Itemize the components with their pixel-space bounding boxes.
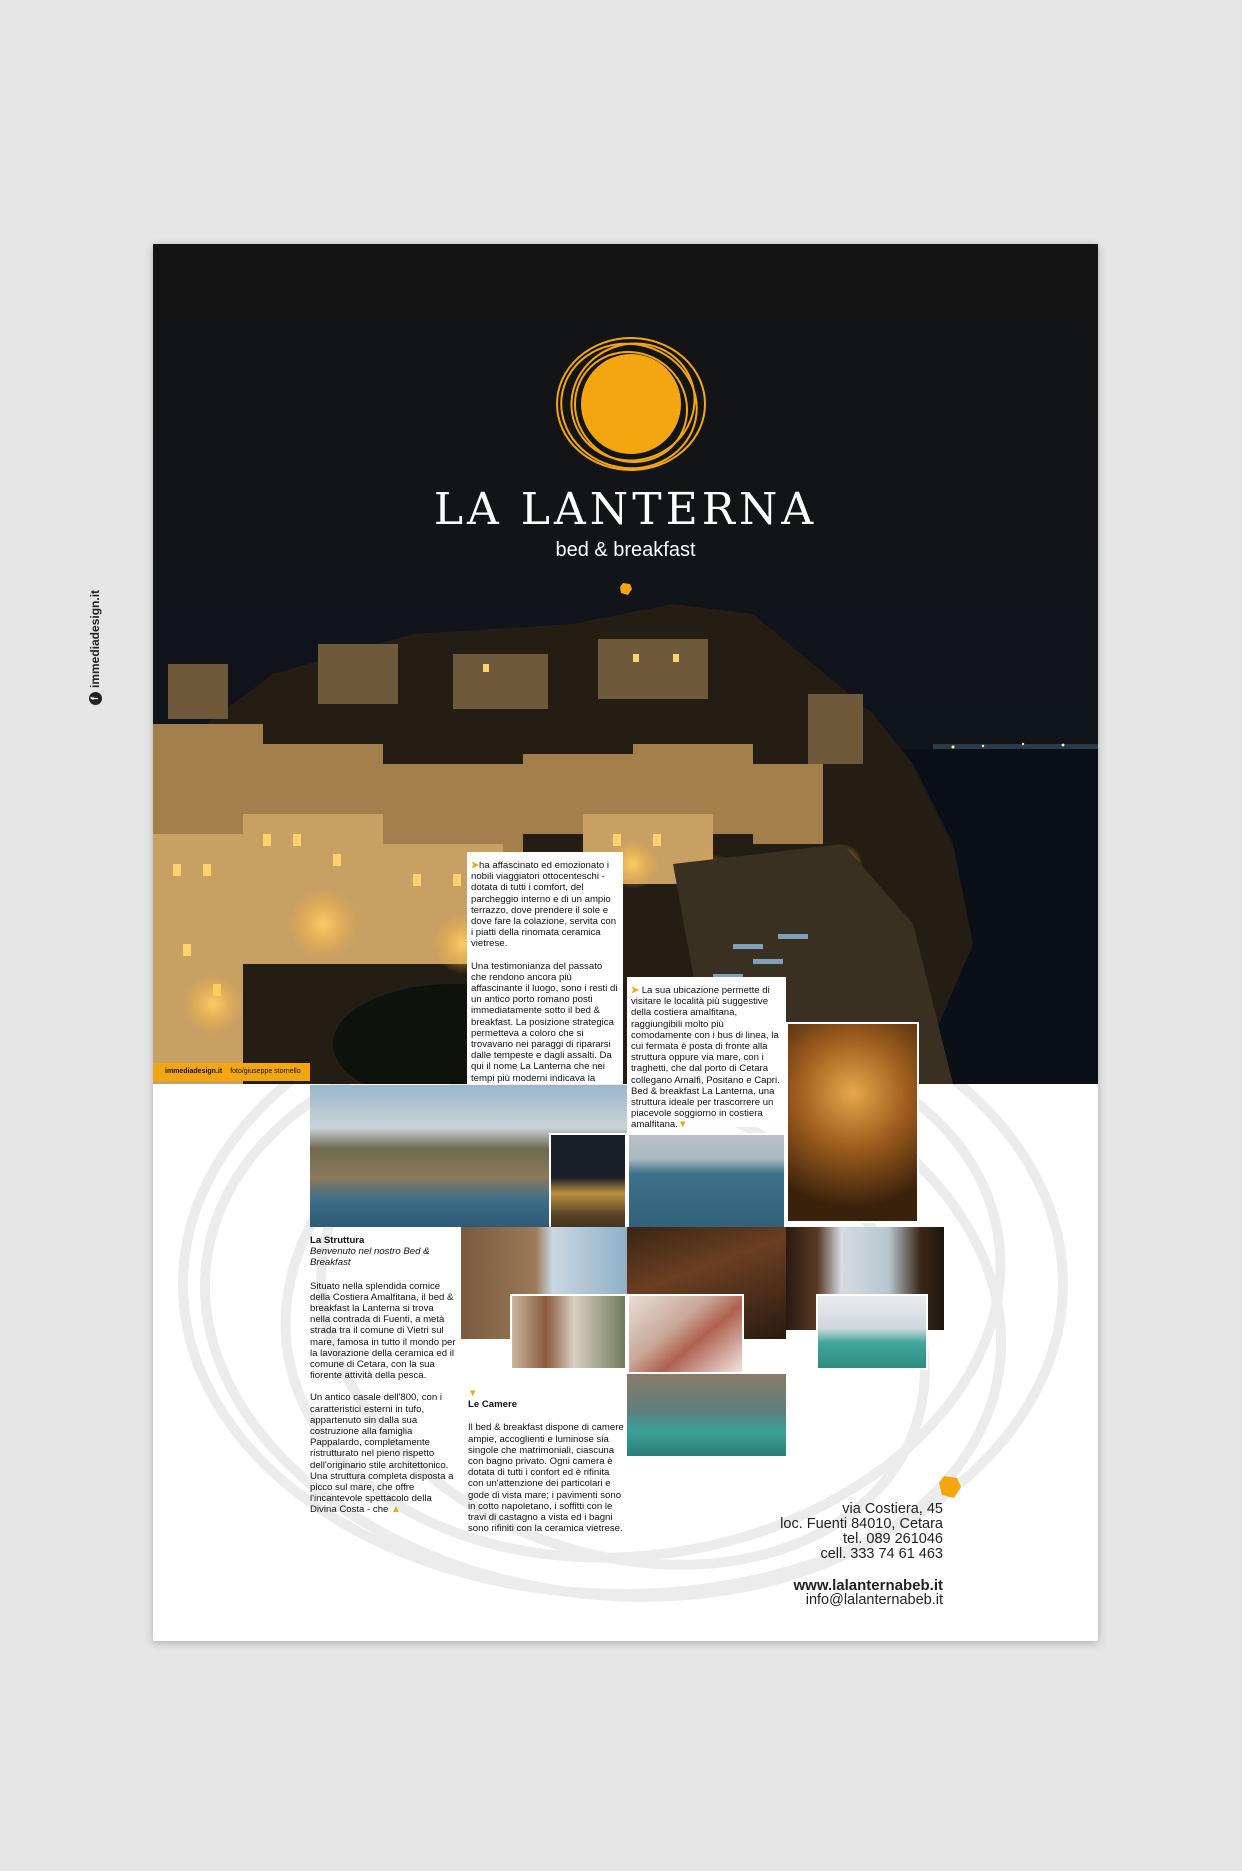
contact-block bbox=[780, 1502, 943, 1608]
arrow-right-icon: ➤ bbox=[631, 985, 640, 996]
photo-lounge-vase bbox=[510, 1294, 627, 1370]
location-text-box bbox=[627, 977, 786, 1131]
photo-bedroom-window bbox=[816, 1294, 928, 1370]
camere-title: Le Camere bbox=[468, 1399, 518, 1411]
phone-number: tel. 089 261046 bbox=[843, 1531, 943, 1547]
photo-sea-view bbox=[627, 1133, 786, 1233]
camere-paragraph: Il bed & breakfast dispone di camere ampie, accoglienti e luminose sia singole che matrimoniali, ciascuna con bagno privato. Ogni camera è dotata di tutti i confort ed è rifinita con un'attenzione dei particolari e gode di vista mare; i pavimenti sono in cotto napoletano, i soffitti con le travi di castagno a vista ed i bagni sono rifiniti con la ceramica vietrese. bbox=[468, 1422, 624, 1535]
struttura-subtitle: Benvenuto nel nostro Bed & Breakfast bbox=[310, 1246, 430, 1269]
brand-subtitle: bed & breakfast bbox=[555, 539, 696, 561]
arrow-down-icon: ▼ bbox=[468, 1388, 478, 1399]
poster bbox=[153, 244, 1098, 1641]
intro-paragraph-1: ha affascinato ed emozionato i nobili viaggiatori ottocenteschi - dotata di tutti i comfort, del parcheggio interno e di un ampio terrazzo, dove prendere il sole e dove fare la colazione, servita con i piatti della rinomata ceramica vietrese. bbox=[471, 860, 617, 950]
camere-section bbox=[468, 1388, 624, 1545]
arrow-up-icon: ▲ bbox=[391, 1504, 401, 1516]
arrow-right-icon: ➤ bbox=[471, 860, 480, 871]
brand-name: LA LANTERNA bbox=[433, 484, 818, 535]
address-line-1: via Costiera, 45 bbox=[842, 1501, 943, 1517]
struttura-section bbox=[310, 1235, 456, 1527]
struttura-paragraph-2: Un antico casale dell'800, con i caratteristici esterni in tufo, appartenuto sin dalla sua costruzione alla famiglia Pappalardo, completamente ristrutturato nel pieno rispetto dell'originario stile architettonico. Una struttura completa disposta a picco sul mare, che offre l'incantevole spettacolo della Divina Costa - che bbox=[310, 1392, 454, 1516]
intro-text-box bbox=[467, 852, 623, 1084]
photo-credit-studio: immediadesign.it bbox=[165, 1068, 223, 1075]
intro-paragraph-2: Una testimonianza del passato che rendono ancora più affascinante il luogo, sono i resti di un antico porto romano posti immediatamente sotto il bed & breakfast. La posizione strategica permetteva a coloro che si trovavano nei paraggi di ripararsi dalle tempeste e dagli assalti. Da qui il nome La Lanterna che nei tempi più moderni indicava la bbox=[471, 960, 618, 1084]
side-credit bbox=[88, 590, 102, 705]
website-link[interactable]: www.lalanternabeb.it bbox=[793, 1577, 943, 1594]
cell-number: cell. 333 74 61 463 bbox=[820, 1546, 943, 1562]
struttura-title: La Struttura bbox=[310, 1235, 365, 1246]
photo-credit-photographer: foto/giuseppe stornello bbox=[230, 1068, 301, 1075]
hero-photo-cetara-night bbox=[153, 244, 1098, 1084]
location-paragraph: La sua ubicazione permette di visitare le località più suggestive della costiera amalfitana, raggiungibili molto più comodamente con i bus di linea, la cui fermata è posta di fronte alla struttura oppure via mare, con i traghetti, che dal porto di Cetara collegano Amalfi, Positano e Capri. Bed & breakfast La Lanterna, una struttura ideale per trascorrere un piacevole soggiorno in costiera amalfitana. bbox=[631, 985, 780, 1131]
photo-credit bbox=[153, 1063, 310, 1081]
orange-hex-small-icon bbox=[620, 583, 632, 595]
photo-bedroom-green bbox=[627, 1374, 786, 1456]
sun-logo-icon bbox=[551, 332, 711, 482]
side-credit-text: immediadesign.it bbox=[88, 589, 102, 688]
photo-arch-alley bbox=[786, 1022, 919, 1223]
photo-bathroom bbox=[627, 1294, 744, 1374]
struttura-paragraph-1: Situato nella splendida cornice della Costiera Amalfitana, il bed & breakfast la Lanterna si trova nella contrada di Fuenti, a metà strada tra il comune di Vietri sul mare, famosa in tutto il mondo per la lavorazione della ceramica ed il comune di Cetara, con la sua fiorente attività della pesca. bbox=[310, 1280, 456, 1382]
facebook-icon: f bbox=[89, 692, 102, 705]
email-link[interactable]: info@lalanternabeb.it bbox=[805, 1592, 943, 1608]
address-line-2: loc. Fuenti 84010, Cetara bbox=[780, 1516, 943, 1532]
arrow-down-icon: ▼ bbox=[677, 1119, 688, 1131]
orange-hex-icon bbox=[939, 1476, 961, 1498]
